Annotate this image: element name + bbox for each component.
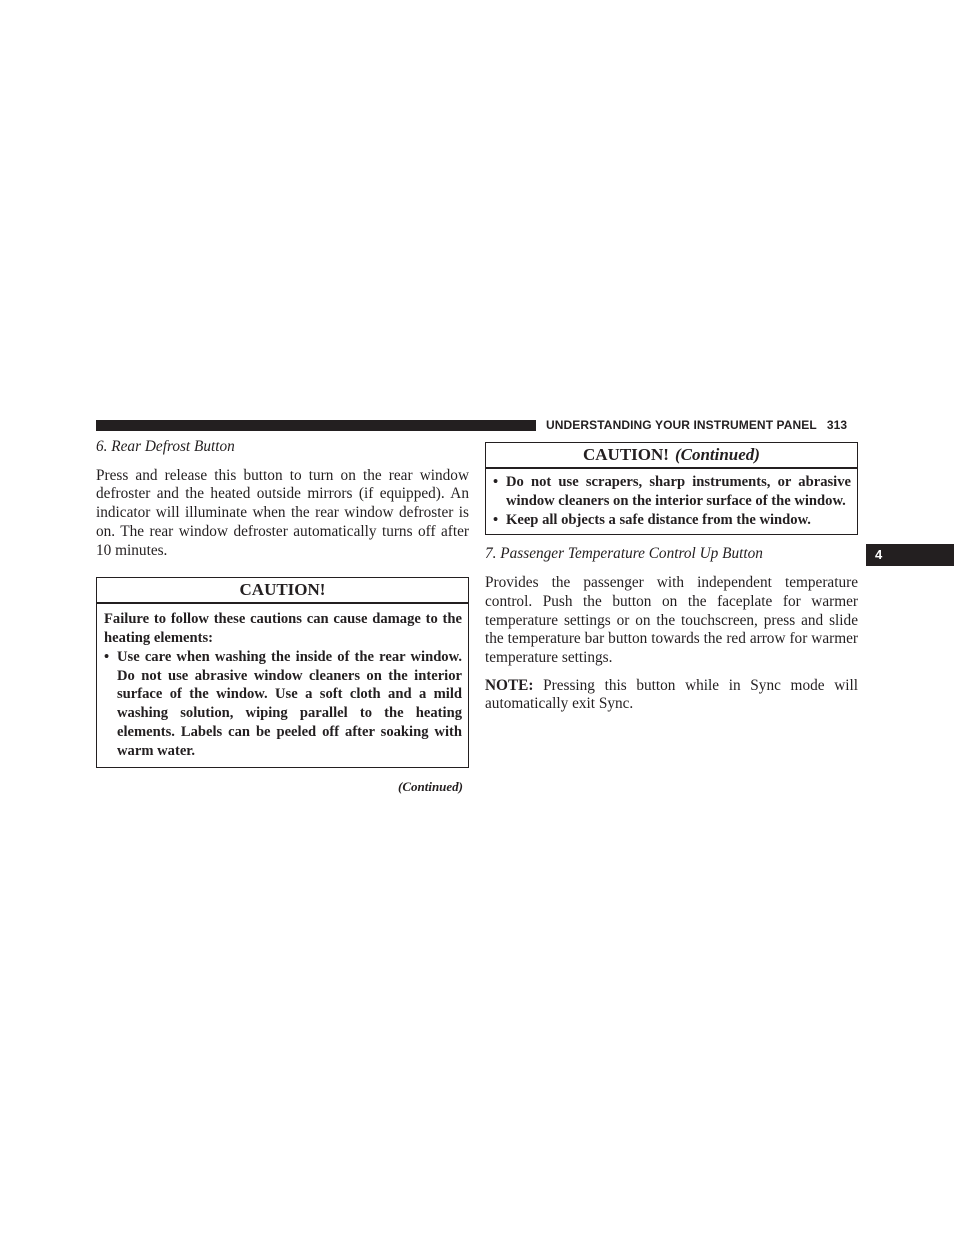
caution-bullet-text: Use care when washing the inside of the rear window. Do not use abrasive window cleaners on the interior surface of the window. Use a soft cloth and a mild washing solution, wiping parallel to the heating elements. Labels can be peeled off after soaking with warm water.	[117, 648, 462, 759]
caution-box	[96, 577, 469, 767]
caution-title: CAUTION!	[97, 578, 468, 604]
caution-bullet	[493, 511, 851, 530]
bullet-glyph: •	[104, 648, 110, 665]
caution-body	[97, 604, 468, 766]
running-header	[546, 418, 847, 432]
chapter-tab	[866, 544, 954, 566]
caution-body-continued	[486, 469, 857, 534]
continued-label: (Continued)	[397, 778, 463, 794]
paragraph-rear-defrost: Press and release this button to turn on the rear window defroster and the heated outside mirrors (if equipped). An indicator will illuminate when the rear window defroster is on. The rear window defroster automatically turns off after 10 minutes.	[96, 466, 469, 559]
caution-title-continued	[486, 443, 857, 469]
bullet-glyph: •	[493, 474, 499, 490]
left-column	[96, 438, 469, 796]
note-paragraph	[485, 677, 858, 714]
header-rule	[96, 420, 536, 431]
caution-bullet-text: Do not use scrapers, sharp instruments, or abrasive window cleaners on the interior surface of the window.	[506, 474, 851, 509]
subhead-passenger-temp-up: 7. Passenger Temperature Control Up Button	[485, 545, 763, 563]
section-title: UNDERSTANDING YOUR INSTRUMENT PANEL	[546, 418, 817, 432]
caution-continued-suffix: (Continued)	[674, 445, 760, 464]
caution-title-text: CAUTION!	[583, 445, 669, 464]
note-text: Pressing this button while in Sync mode will automatically exit Sync.	[485, 676, 858, 713]
subhead-rear-defrost: 6. Rear Defrost Button	[96, 438, 235, 455]
page-number: 313	[826, 418, 848, 432]
caution-intro: Failure to follow these cautions can cause damage to the heating elements:	[104, 611, 462, 647]
bullet-glyph: •	[493, 511, 499, 528]
paragraph-passenger-temp-up: Provides the passenger with independent temperature control. Push the button on the faceplate for warmer temperature settings or on the touchscreen, press and slide the temperature bar button towards the red arrow for warmer temperature settings.	[485, 574, 858, 666]
caution-box-continued	[485, 442, 858, 535]
caution-bullet	[493, 473, 851, 511]
caution-bullet	[104, 648, 462, 761]
chapter-number: 4	[875, 547, 883, 562]
right-column	[485, 442, 858, 714]
note-label: NOTE:	[485, 676, 534, 694]
caution-bullet-text: Keep all objects a safe distance from the window.	[506, 511, 811, 528]
